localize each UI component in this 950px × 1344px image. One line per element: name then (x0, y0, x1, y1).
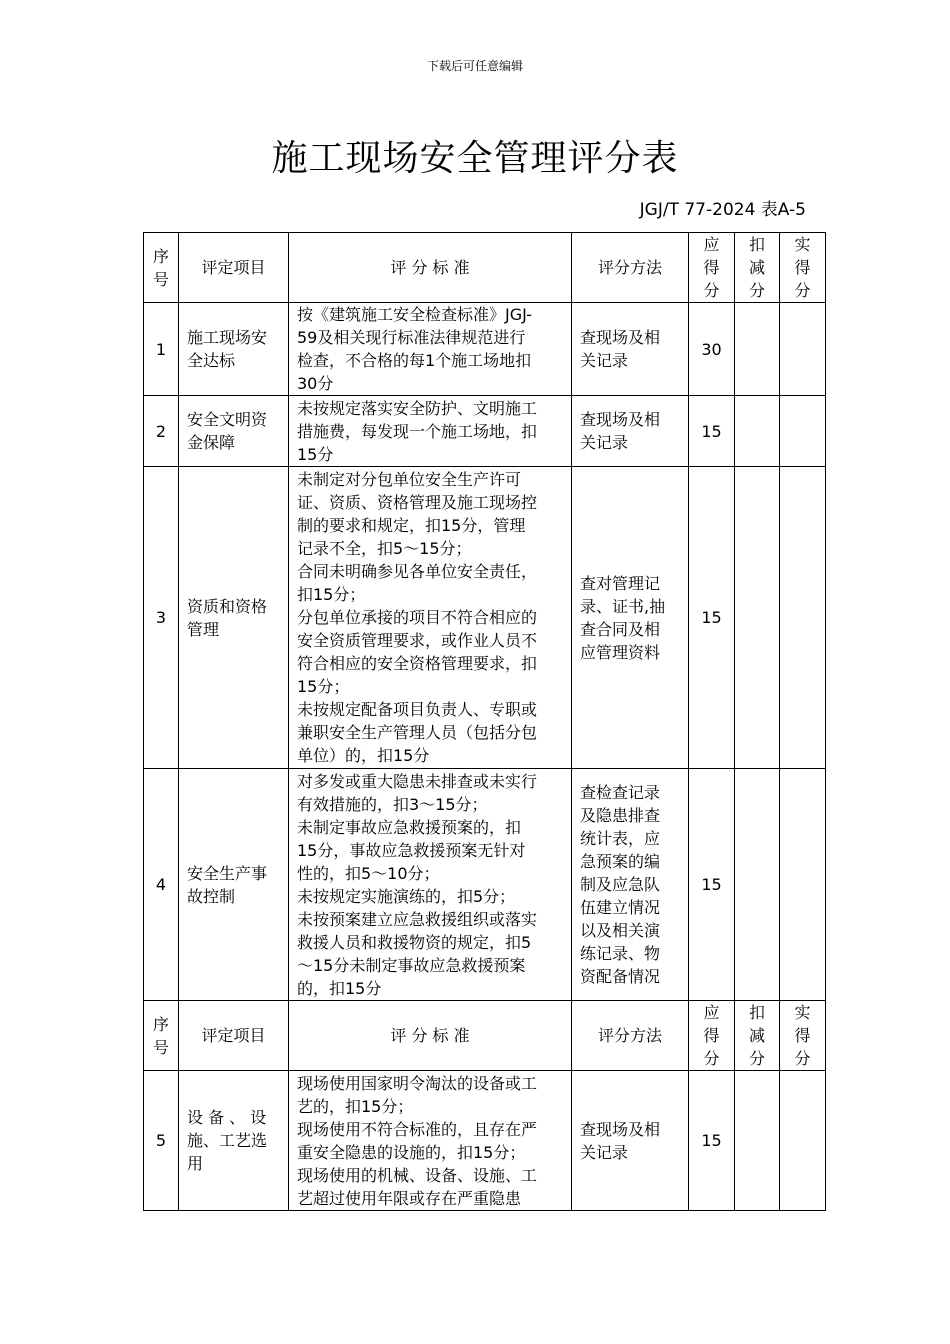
row-item (179, 467, 289, 769)
row-method (572, 303, 689, 396)
row-standard-line: 合同未明确参见各单位安全责任， (297, 562, 538, 581)
row-standard-line: 未制定对分包单位安全生产许可 (297, 470, 522, 489)
header-note: 下载后可任意编辑 (426, 59, 523, 73)
header-points-char: 得 (703, 1026, 720, 1045)
row-method-line: 及隐患排查 (580, 806, 661, 825)
row-standard-line: 符合相应的安全资格管理要求，扣 (297, 654, 538, 673)
row-method-line: 伍建立情况 (580, 898, 661, 917)
row-standard (289, 396, 572, 467)
row-standard-line: 制的要求和规定，扣15分，管理 (297, 516, 526, 535)
row-standard-line: 艺超过使用年限或存在严重隐患 (297, 1188, 522, 1208)
row-standard-line: 单位）的，扣15分 (297, 746, 430, 765)
row-method-line: 查检查记录 (580, 783, 661, 802)
row-standard-line: 检查，不合格的每1个施工场地扣 (297, 351, 532, 370)
row-standard-line: 15分； (297, 677, 350, 696)
header-actual-char: 分 (794, 281, 811, 300)
header-item: 评定项目 (179, 233, 289, 303)
row-standard-line: 现场使用国家明令淘汰的设备或工 (297, 1073, 538, 1093)
header-deduct-char: 扣 (748, 1003, 765, 1022)
page-title: 施工现场安全管理评分表 (271, 138, 679, 179)
row-standard-line: 未按预案建立应急救援组织或落实 (297, 909, 538, 929)
row-deduct (735, 1071, 780, 1211)
row-item-line: 管理 (187, 619, 220, 639)
row-method-line: 查对管理记 (580, 573, 661, 593)
header-actual (780, 233, 826, 303)
row-standard (289, 303, 572, 396)
header-no-char: 号 (152, 269, 169, 289)
row-number: 4 (144, 769, 179, 1001)
row-method-line: 统计表，应 (580, 829, 661, 848)
row-method-line: 查现场及相 (580, 328, 661, 347)
table-row (144, 303, 826, 396)
row-standard-line: 措施费，每发现一个施工场地，扣 (297, 421, 538, 441)
row-method (572, 769, 689, 1001)
row-standard-line: 分包单位承接的项目不符合相应的 (297, 608, 538, 627)
standard-code: JGJ/T 77-2024 表A-5 (639, 200, 806, 220)
header-deduct-char: 扣 (748, 235, 765, 254)
row-method (572, 467, 689, 769)
row-standard-line: 未按规定实施演练的，扣5分； (297, 886, 516, 906)
header-points (689, 233, 735, 303)
row-method-line: 应管理资料 (580, 642, 661, 662)
row-standard (289, 1071, 572, 1211)
header-method: 评分方法 (572, 1001, 689, 1071)
row-standard-line: 未按规定配备项目负责人、专职或 (297, 700, 538, 719)
header-no (144, 1001, 179, 1071)
row-number: 3 (144, 467, 179, 769)
header-points-char: 分 (703, 1049, 720, 1068)
header-points-char: 应 (703, 235, 720, 254)
header-standard: 评 分 标 准 (289, 233, 572, 303)
row-method-line: 关记录 (580, 1142, 629, 1162)
row-standard-line: 15分，事故应急救援预案无针对 (297, 840, 526, 860)
table-row (144, 396, 826, 467)
row-standard-line: 艺的，扣15分； (297, 1096, 414, 1116)
row-method-line: 急预案的编 (580, 852, 661, 871)
row-item-line: 用 (187, 1154, 204, 1173)
header-deduct-char: 减 (748, 258, 765, 277)
header-actual-char: 实 (794, 1003, 811, 1022)
row-standard-line: 证、资质、资格管理及施工现场控 (297, 493, 538, 512)
row-item-line: 金保障 (187, 433, 236, 452)
row-method-line: 练记录、物 (580, 944, 661, 963)
row-standard-line: 未按规定落实安全防护、文明施工 (297, 398, 538, 418)
row-method (572, 396, 689, 467)
row-standard (289, 769, 572, 1001)
header-deduct (735, 1001, 780, 1071)
row-method-line: 查合同及相 (580, 619, 661, 639)
row-actual (780, 769, 826, 1001)
row-actual (780, 467, 826, 769)
header-no-char: 序 (152, 1014, 169, 1034)
row-method-line: 以及相关演 (580, 921, 661, 940)
row-standard-line: 有效措施的，扣3～15分； (297, 794, 488, 814)
row-standard-line: ～15分未制定事故应急救援预案 (297, 955, 526, 975)
row-standard-line: 性的，扣5～10分； (297, 863, 440, 883)
header-points-char: 得 (703, 258, 720, 277)
row-item-line: 安全文明资 (187, 410, 268, 429)
row-item (179, 769, 289, 1001)
row-standard-line: 59及相关现行标准法律规范进行 (297, 328, 526, 347)
row-standard-line: 扣15分； (297, 585, 366, 604)
row-method-line: 关记录 (580, 433, 629, 452)
header-no (144, 233, 179, 303)
row-standard-line: 现场使用的机械、设备、设施、工 (297, 1165, 538, 1185)
header-points-char: 分 (703, 281, 720, 300)
header-actual-char: 分 (794, 1049, 811, 1068)
header-standard: 评 分 标 准 (289, 1001, 572, 1071)
row-item-line: 施、工艺选 (187, 1131, 268, 1150)
header-points (689, 1001, 735, 1071)
row-number: 2 (144, 396, 179, 467)
row-item (179, 1071, 289, 1211)
row-deduct (735, 467, 780, 769)
row-points: 15 (689, 396, 735, 467)
row-method-line: 查现场及相 (580, 410, 661, 429)
table-header-row (144, 233, 826, 303)
score-table (143, 232, 826, 1211)
header-no-char: 序 (152, 246, 169, 266)
row-points: 15 (689, 1071, 735, 1211)
header-item: 评定项目 (179, 1001, 289, 1071)
row-standard-line: 30分 (297, 374, 334, 393)
row-item-line: 资质和资格 (187, 596, 268, 616)
row-item-line: 设 备 、 设 (187, 1108, 267, 1127)
row-method-line: 录、证书,抽 (580, 596, 666, 616)
row-standard-line: 重安全隐患的设施的，扣15分； (297, 1142, 526, 1162)
row-item (179, 396, 289, 467)
row-deduct (735, 303, 780, 396)
row-deduct (735, 769, 780, 1001)
header-actual-char: 实 (794, 235, 811, 254)
header-actual-char: 得 (794, 258, 811, 277)
row-deduct (735, 396, 780, 467)
row-number: 1 (144, 303, 179, 396)
row-points: 30 (689, 303, 735, 396)
row-standard-line: 救援人员和救援物资的规定，扣5 (297, 932, 532, 952)
row-item-line: 全达标 (187, 351, 236, 370)
row-standard-line: 现场使用不符合标准的，且存在严 (297, 1119, 538, 1139)
row-standard-line: 按《建筑施工安全检查标准》JGJ- (297, 305, 533, 324)
row-standard-line: 记录不全，扣5～15分； (297, 539, 472, 558)
row-number: 5 (144, 1071, 179, 1211)
table-row (144, 467, 826, 769)
row-standard-line: 安全资质管理要求，或作业人员不 (297, 631, 538, 650)
row-item (179, 303, 289, 396)
row-method-line: 关记录 (580, 351, 629, 370)
row-method-line: 制及应急队 (580, 875, 661, 894)
row-standard-line: 对多发或重大隐患未排查或未实行 (297, 771, 538, 791)
header-points-char: 应 (703, 1003, 720, 1022)
row-actual (780, 396, 826, 467)
table-row (144, 769, 826, 1001)
row-method-line: 资配备情况 (580, 967, 661, 986)
row-actual (780, 303, 826, 396)
row-standard-line: 15分 (297, 444, 334, 464)
header-no-char: 号 (152, 1037, 169, 1057)
header-deduct-char: 分 (748, 1049, 765, 1068)
header-deduct-char: 减 (748, 1026, 765, 1045)
row-actual (780, 1071, 826, 1211)
table-row (144, 1071, 826, 1211)
row-points: 15 (689, 769, 735, 1001)
row-standard (289, 467, 572, 769)
row-item-line: 故控制 (187, 886, 236, 906)
row-standard-line: 未制定事故应急救援预案的，扣 (297, 817, 522, 837)
row-standard-line: 兼职安全生产管理人员（包括分包 (297, 723, 538, 742)
header-method: 评分方法 (572, 233, 689, 303)
header-actual (780, 1001, 826, 1071)
row-standard-line: 的，扣15分 (297, 978, 382, 998)
header-deduct (735, 233, 780, 303)
table-header-row (144, 1001, 826, 1071)
row-method-line: 查现场及相 (580, 1119, 661, 1139)
row-points: 15 (689, 467, 735, 769)
row-method (572, 1071, 689, 1211)
header-deduct-char: 分 (748, 281, 765, 300)
row-item-line: 施工现场安 (187, 328, 268, 347)
header-actual-char: 得 (794, 1026, 811, 1045)
row-item-line: 安全生产事 (187, 863, 268, 883)
